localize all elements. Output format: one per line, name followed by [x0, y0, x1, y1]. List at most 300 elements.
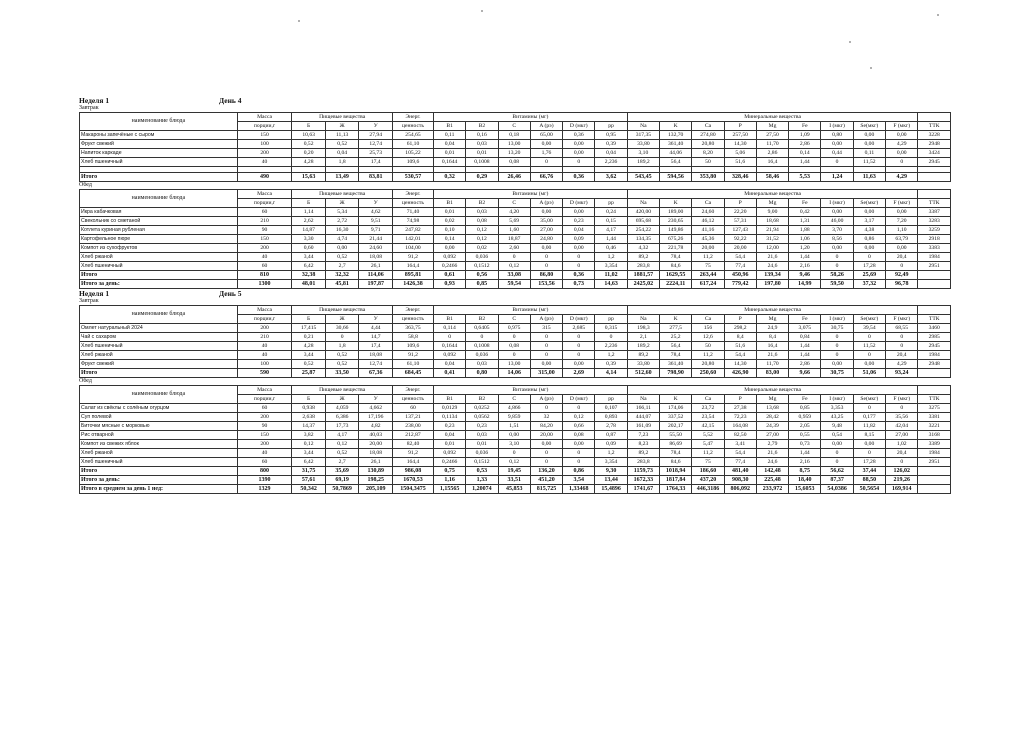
cell-value: 0,12	[498, 458, 530, 467]
cell-value: 0,04	[433, 431, 465, 440]
table-row	[80, 217, 951, 226]
total-value: 908,30	[724, 476, 756, 485]
cell-value: 40	[237, 449, 292, 458]
total-value: 83,00	[756, 369, 788, 378]
cell-value: 8,23	[627, 440, 659, 449]
cell-value: 0,01	[466, 149, 498, 158]
cell-value: 68,55	[886, 324, 918, 333]
cell-value: 20,4	[886, 253, 918, 262]
header-energy: Энерг.	[393, 306, 434, 315]
cell-value: 20,4	[886, 351, 918, 360]
dish-name: Свекольник со сметаной	[80, 217, 238, 226]
cell-value: 2,86	[789, 360, 821, 369]
cell-value: 2,62	[292, 217, 326, 226]
header-row	[80, 190, 951, 199]
cell-value: 0	[530, 253, 562, 262]
cell-value: 9,71	[359, 226, 393, 235]
cell-value: 0,24	[595, 208, 627, 217]
total-value: 15,4896	[595, 485, 627, 494]
cell-value: 0,95	[595, 131, 627, 140]
cell-value: 0,18	[498, 131, 530, 140]
cell-value: 3,44	[292, 253, 326, 262]
cell-value: 0,01	[433, 440, 465, 449]
cell-value: 0,01	[433, 149, 465, 158]
cell-value: 0,036	[466, 351, 498, 360]
cell-value: 2945	[918, 158, 951, 167]
cell-value: 0,01	[433, 208, 465, 217]
cell-value: 3,354	[595, 262, 627, 271]
cell-value: 21,94	[756, 226, 788, 235]
cell-value: 54,4	[724, 351, 756, 360]
cell-value: 189,2	[627, 342, 659, 351]
cell-value: 11,52	[853, 342, 885, 351]
cell-value: 31,52	[756, 235, 788, 244]
total-value: 51,06	[853, 369, 885, 378]
cell-value: 5,69	[498, 217, 530, 226]
total-value: 1672,33	[627, 476, 659, 485]
cell-value: 200	[237, 324, 292, 333]
table-row	[80, 458, 951, 467]
cell-value: 0	[886, 458, 918, 467]
cell-value: 35,56	[886, 413, 918, 422]
cell-value: 2,72	[325, 217, 359, 226]
cell-value: 3168	[918, 431, 951, 440]
cell-value: 57,31	[724, 217, 756, 226]
cell-value: 0	[530, 158, 562, 167]
cell-value: 17,4	[359, 342, 393, 351]
cell-value: 1,8	[325, 158, 359, 167]
cell-value: 137,21	[393, 413, 434, 422]
cell-value: 90	[237, 226, 292, 235]
cell-value: 11,82	[853, 422, 885, 431]
total-value: 426,90	[724, 369, 756, 378]
cell-value: 18,08	[359, 351, 393, 360]
cell-value: 0	[563, 262, 595, 271]
total-value: 153,56	[530, 280, 562, 289]
cell-value: 0,54	[821, 431, 853, 440]
total-value: 37,44	[853, 467, 885, 476]
cell-value: 0,00	[498, 431, 530, 440]
cell-value: 4,62	[359, 208, 393, 217]
cell-value: 20,00	[359, 440, 393, 449]
total-value: 35,69	[325, 467, 359, 476]
cell-value: 0,10	[433, 226, 465, 235]
cell-value: 32	[530, 413, 562, 422]
header-ttk-blank	[918, 190, 951, 199]
cell-value: 16,4	[756, 158, 788, 167]
total-value: 50,7869	[325, 485, 359, 494]
cell-value: 150	[237, 131, 292, 140]
cell-value: 18,08	[359, 449, 393, 458]
total-value: 54,0386	[821, 485, 853, 494]
cell-value: 9,859	[498, 413, 530, 422]
cell-value: 0	[498, 449, 530, 458]
cell-value: 90	[237, 422, 292, 431]
header-mineral: Fe	[789, 199, 821, 208]
cell-value: 89,2	[627, 449, 659, 458]
cell-value: 0,6405	[466, 324, 498, 333]
total-value: 0,80	[466, 369, 498, 378]
week-label: Неделя 1	[79, 289, 110, 298]
cell-value: 50	[692, 158, 724, 167]
total-value: 530,57	[393, 173, 434, 182]
total-value: 32,32	[325, 271, 359, 280]
cell-value: 0,2466	[433, 458, 465, 467]
cell-value: 60	[237, 262, 292, 271]
cell-value: 3,353	[821, 404, 853, 413]
cell-value: 0,12	[292, 440, 326, 449]
cell-value: 283,8	[627, 458, 659, 467]
cell-value: 298,2	[724, 324, 756, 333]
cell-value: 1,44	[789, 449, 821, 458]
dish-name: Хлеб пшеничный	[80, 342, 238, 351]
cell-value: 82,40	[393, 440, 434, 449]
total-value: 8,75	[789, 467, 821, 476]
total-value: 4,14	[595, 369, 627, 378]
total-value: 37,32	[853, 280, 885, 289]
total-value: 446,3186	[692, 485, 724, 494]
cell-value: 695,68	[627, 217, 659, 226]
cell-value: 1,44	[789, 253, 821, 262]
cell-value: 42,15	[692, 422, 724, 431]
cell-value: 0,52	[325, 140, 359, 149]
cell-value: 20,80	[692, 360, 724, 369]
total-value: 58,46	[756, 173, 788, 182]
cell-value: 189,00	[660, 208, 692, 217]
cell-value: 2,86	[756, 149, 788, 158]
cell-value: 5,06	[724, 149, 756, 158]
cell-value: 200	[237, 413, 292, 422]
header-nutrient: У	[359, 199, 393, 208]
cell-value: 18,68	[756, 217, 788, 226]
cell-value: 142,01	[393, 235, 434, 244]
total-value: 86,80	[530, 271, 562, 280]
header-mineral: I (мкг)	[821, 122, 853, 131]
total-value: 139,34	[756, 271, 788, 280]
cell-value: 27,94	[359, 131, 393, 140]
cell-value: 8,4	[756, 333, 788, 342]
cell-value: 1,60	[498, 226, 530, 235]
cell-value: 2,78	[595, 422, 627, 431]
cell-value: 0	[853, 333, 885, 342]
total-value: 169,914	[886, 485, 918, 494]
cell-value: 12,00	[756, 244, 788, 253]
cell-value: 0,01	[466, 440, 498, 449]
cell-value: 212,87	[393, 431, 434, 440]
cell-value: 24,6	[756, 458, 788, 467]
header-dish-name: наименование блюда	[80, 113, 238, 131]
header-vitamin: D (мкг)	[563, 199, 595, 208]
cell-value: 20,00	[724, 244, 756, 253]
table-row	[80, 131, 951, 140]
cell-value: 77,4	[724, 458, 756, 467]
header-mass: Масса	[237, 113, 292, 122]
dish-name: Фрукт свежий	[80, 140, 238, 149]
cell-value: 4,866	[498, 404, 530, 413]
header-energy-unit: ценность	[393, 122, 434, 131]
header-mineral: Fe	[789, 315, 821, 324]
cell-value: 675,26	[660, 235, 692, 244]
cell-value: 254,65	[393, 131, 434, 140]
cell-value: 3460	[918, 324, 951, 333]
header-vitamin: C	[498, 315, 530, 324]
cell-value: 0,00	[563, 440, 595, 449]
dish-name: Картофельное пюре	[80, 235, 238, 244]
total-value: 219,26	[886, 476, 918, 485]
cell-value: 21,6	[756, 449, 788, 458]
total-value: 1390	[237, 476, 292, 485]
total-row	[80, 467, 951, 476]
cell-value: 71,40	[393, 208, 434, 217]
cell-value: 0,86	[853, 235, 885, 244]
cell-value: 149,86	[660, 226, 692, 235]
total-value: 986,08	[393, 467, 434, 476]
cell-value: 3283	[918, 217, 951, 226]
cell-value: 0,0252	[466, 404, 498, 413]
table-row	[80, 449, 951, 458]
total-value: 69,19	[325, 476, 359, 485]
cell-value: 210	[237, 333, 292, 342]
total-value: 1,33	[466, 476, 498, 485]
cell-value: 164,08	[724, 422, 756, 431]
total-value: 57,61	[292, 476, 326, 485]
total-value: 1,16	[433, 476, 465, 485]
cell-value: 257,50	[724, 131, 756, 140]
cell-value: 0	[433, 333, 465, 342]
cell-value: 25,73	[359, 149, 393, 158]
cell-value: 9,51	[359, 217, 393, 226]
header-mineral: I (мкг)	[821, 395, 853, 404]
cell-value: 0	[530, 449, 562, 458]
cell-value: 3228	[918, 131, 951, 140]
cell-value: 0,12	[466, 226, 498, 235]
cell-value: 51,6	[724, 342, 756, 351]
total-value: 92,49	[886, 271, 918, 280]
cell-value: 0,73	[789, 440, 821, 449]
cell-value: 0,1008	[466, 158, 498, 167]
total-value: 1504,3475	[393, 485, 434, 494]
cell-value: 0,00	[886, 208, 918, 217]
total-value: 88,50	[853, 476, 885, 485]
cell-value: 0,52	[325, 253, 359, 262]
cell-value: 1,2	[595, 351, 627, 360]
cell-value: 254,22	[627, 226, 659, 235]
cell-value: 40,03	[359, 431, 393, 440]
cell-value: 6,386	[325, 413, 359, 422]
total-value: 0,73	[563, 280, 595, 289]
meal-label: Завтрак	[79, 298, 99, 304]
cell-value: 4,29	[886, 360, 918, 369]
total-value: 225,48	[756, 476, 788, 485]
header-energy-unit: ценность	[393, 315, 434, 324]
cell-value: 230,65	[660, 217, 692, 226]
cell-value: 55,50	[660, 431, 692, 440]
cell-value: 198,3	[627, 324, 659, 333]
cell-value: 0	[530, 458, 562, 467]
total-value: 315,00	[530, 369, 562, 378]
total-value: 19,45	[498, 467, 530, 476]
cell-value: 40	[237, 342, 292, 351]
header-mineral: I (мкг)	[821, 199, 853, 208]
cell-value: 18,87	[498, 235, 530, 244]
total-row	[80, 271, 951, 280]
cell-value: 0,12	[498, 262, 530, 271]
header-mineral: Mg	[756, 315, 788, 324]
cell-value: 20,00	[530, 431, 562, 440]
cell-value: 56,4	[660, 342, 692, 351]
header-mineral: Mg	[756, 122, 788, 131]
header-vitamin: C	[498, 122, 530, 131]
total-value: 490	[237, 173, 292, 182]
header-mineral: P	[724, 122, 756, 131]
cell-value: 4,20	[498, 208, 530, 217]
cell-value: 0	[853, 351, 885, 360]
cell-value: 17,73	[325, 422, 359, 431]
header-vitamin: D (мкг)	[563, 122, 595, 131]
header-mass-unit: порции,г	[237, 199, 292, 208]
header-vitamin: A (рэ)	[530, 315, 562, 324]
total-value: 142,48	[756, 467, 788, 476]
cell-value: 0,00	[530, 208, 562, 217]
day-label: День 5	[219, 289, 242, 298]
header-nutrient: Б	[292, 395, 326, 404]
total-value: 353,80	[692, 173, 724, 182]
cell-value: 2,79	[756, 440, 788, 449]
cell-value: 0	[325, 333, 359, 342]
cell-value: 3,44	[292, 351, 326, 360]
cell-value: 0	[563, 449, 595, 458]
cell-value: 0,39	[595, 360, 627, 369]
cell-value: 0,036	[466, 253, 498, 262]
total-value: 45,81	[325, 280, 359, 289]
dish-name: Компот из свежих яблок	[80, 440, 238, 449]
cell-value: 0,02	[433, 217, 465, 226]
header-mass-unit: порции,г	[237, 315, 292, 324]
header-ttk-blank	[918, 306, 951, 315]
cell-value: 200	[237, 244, 292, 253]
cell-value: 21,6	[756, 351, 788, 360]
cell-value: 0	[821, 333, 853, 342]
cell-value: 0,00	[563, 244, 595, 253]
cell-value: 24,6	[756, 262, 788, 271]
cell-value: 6,42	[292, 458, 326, 467]
cell-value: 0	[886, 404, 918, 413]
cell-value: 4,38	[853, 226, 885, 235]
cell-value: 444,07	[627, 413, 659, 422]
cell-value: 17,196	[359, 413, 393, 422]
header-vitamins: Витамины (мг)	[433, 306, 627, 315]
cell-value: 0	[563, 404, 595, 413]
cell-value: 11,2	[692, 351, 724, 360]
scan-speck	[298, 20, 300, 22]
header-minerals: Минеральные вещества	[627, 386, 918, 395]
cell-value: 11,2	[692, 449, 724, 458]
total-row	[80, 173, 951, 182]
cell-value: 8,20	[692, 149, 724, 158]
cell-value: 0	[498, 351, 530, 360]
cell-value: 0,39	[595, 140, 627, 149]
dish-name: Рис отварной	[80, 431, 238, 440]
total-value: 512,60	[627, 369, 659, 378]
header-mineral: Ca	[692, 199, 724, 208]
cell-value: 0,36	[563, 131, 595, 140]
cell-value: 16,4	[756, 342, 788, 351]
cell-value: 40	[237, 351, 292, 360]
total-value: 594,56	[660, 173, 692, 182]
cell-value: 60	[237, 208, 292, 217]
cell-value: 2,685	[563, 324, 595, 333]
header-mineral: K	[660, 122, 692, 131]
table-row	[80, 262, 951, 271]
cell-value: 2948	[918, 360, 951, 369]
cell-value: 3,354	[595, 458, 627, 467]
cell-value: 337,52	[660, 413, 692, 422]
cell-value: 17,4	[359, 158, 393, 167]
menu-table	[79, 305, 951, 378]
cell-value: 0,11	[853, 149, 885, 158]
cell-value: 24,9	[756, 324, 788, 333]
cell-value: 0	[821, 342, 853, 351]
cell-value: 0,00	[821, 244, 853, 253]
total-label: Итого за день:	[80, 476, 238, 485]
total-value: 58,26	[821, 271, 853, 280]
cell-value: 0,52	[292, 140, 326, 149]
cell-value: 3,17	[853, 217, 885, 226]
cell-value: 4,29	[886, 140, 918, 149]
cell-value: 0,00	[853, 140, 885, 149]
cell-value: 0,107	[595, 404, 627, 413]
cell-value: 1,44	[789, 342, 821, 351]
cell-value: 3381	[918, 413, 951, 422]
total-label: Итого за день:	[80, 280, 238, 289]
cell-value: 0,04	[595, 149, 627, 158]
total-value: 1764,33	[660, 485, 692, 494]
dish-name: Котлета куриная рубленая	[80, 226, 238, 235]
header-ttk: ТТК	[918, 315, 951, 324]
total-row	[80, 369, 951, 378]
total-value: 30,75	[821, 369, 853, 378]
header-nutrient: Ж	[325, 315, 359, 324]
cell-value: 166,11	[627, 404, 659, 413]
cell-value: 8,15	[853, 431, 885, 440]
cell-value: 35,00	[530, 217, 562, 226]
cell-value: 3,10	[498, 440, 530, 449]
cell-value: 11,2	[692, 253, 724, 262]
total-value: 1329	[237, 485, 292, 494]
cell-value: 78,4	[660, 449, 692, 458]
total-value: 87,37	[821, 476, 853, 485]
total-value: 0,93	[433, 280, 465, 289]
cell-value: 283,8	[627, 262, 659, 271]
header-mineral: Na	[627, 395, 659, 404]
total-value: 1,15565	[433, 485, 465, 494]
total-value: 50,5654	[853, 485, 885, 494]
header-vitamins: Витамины (мг)	[433, 190, 627, 199]
header-mineral: F (мкг)	[886, 315, 918, 324]
cell-value: 0,09	[595, 440, 627, 449]
cell-value: 39,54	[853, 324, 885, 333]
total-label: Итого	[80, 369, 238, 378]
total-value: 590	[237, 369, 292, 378]
total-value: 0,75	[433, 467, 465, 476]
total-value: 2224,11	[660, 280, 692, 289]
header-nutrient: Ж	[325, 395, 359, 404]
cell-value: 0,00	[886, 131, 918, 140]
header-ttk-blank	[918, 113, 951, 122]
dish-name: Икра кабачковая	[80, 208, 238, 217]
cell-value: 4,17	[595, 226, 627, 235]
cell-value: 0	[530, 342, 562, 351]
